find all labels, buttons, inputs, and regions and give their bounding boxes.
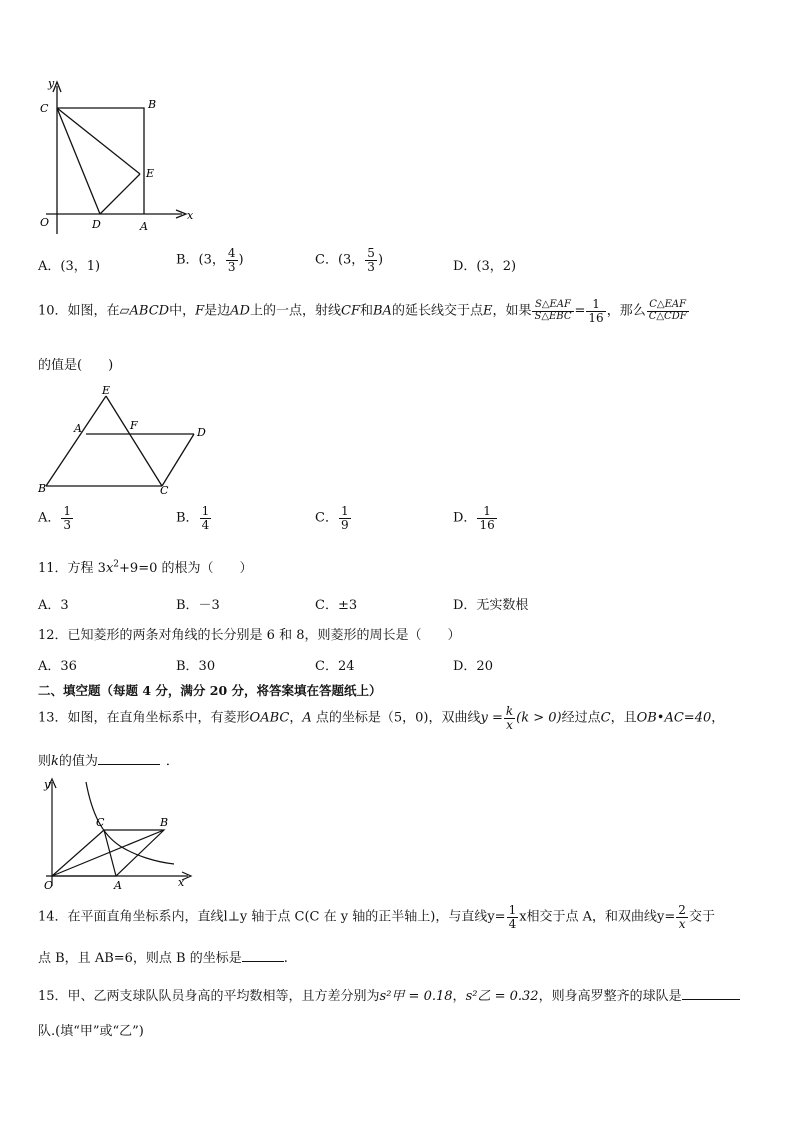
frac-num: S△EAF [532, 300, 573, 312]
q12-option-c[interactable]: C．24 [315, 659, 355, 674]
q11-text: +9=0 的根为（ ） [119, 561, 253, 576]
q13-label-b: B [160, 816, 169, 829]
q11-option-b[interactable]: B．－3 [176, 598, 220, 613]
q12-option-b[interactable]: B．30 [176, 659, 216, 674]
q13-label-y: y [44, 778, 51, 791]
q10-abcd: ABCD [129, 303, 170, 319]
section-title: 二、填空题（每题 4 分，满分 20 分，将答案填在答题纸上） [38, 683, 382, 698]
q9-label-y: y [48, 77, 55, 90]
q13-label-x: x [178, 876, 185, 889]
q13-condition: (k > 0) [516, 710, 562, 726]
q13-var: OABC [249, 710, 290, 726]
q10-eq: = [574, 303, 586, 319]
q10-var: AD [230, 303, 250, 319]
q9-option-b-text: B．(3， [176, 252, 225, 268]
frac-num: k [505, 704, 514, 718]
q10-var: E [482, 303, 493, 319]
q10-option-a[interactable] [38, 505, 74, 531]
q13-text: 的值为 [58, 754, 98, 769]
q9-label-d: D [92, 218, 101, 231]
q10-stem-line2: 的值是( ) [38, 358, 114, 373]
q10-stem [38, 298, 690, 324]
q12-option-a[interactable]: A．36 [38, 659, 77, 674]
frac-num: 1 [586, 298, 605, 312]
q10-text: 中， [169, 303, 196, 319]
q9-figure [30, 74, 205, 244]
q10-var: BA [372, 303, 392, 319]
q9-option-a[interactable] [38, 255, 100, 274]
answer-blank[interactable] [682, 999, 740, 1000]
q9-option-b-fraction [226, 247, 238, 273]
option-fraction [477, 505, 496, 531]
frac-den: 4 [201, 517, 210, 532]
q12-stem: 12．已知菱形的两条对角线的长分别是 6 和 8，则菱形的周长是（ ） [38, 628, 461, 643]
q10-text: 和 [359, 303, 373, 319]
option-fraction [339, 505, 351, 531]
q10-ratio-value [586, 298, 605, 324]
q10-area-ratio [532, 300, 573, 322]
q9-label-x: x [187, 209, 194, 222]
q11-option-d[interactable]: D．无实数根 [453, 598, 529, 613]
q13-product: OB•AC=40 [636, 710, 712, 726]
frac-num: 1 [477, 505, 496, 519]
q10-text: 是边 [204, 303, 231, 319]
q13-text: 点的坐标是（5，0)，双曲线 [311, 710, 481, 726]
q12-option-d[interactable]: D．20 [453, 659, 493, 674]
q15-variance-b: s²乙 = 0.32 [465, 989, 539, 1004]
q13-var: y = [480, 710, 503, 726]
answer-blank[interactable] [98, 764, 160, 765]
answer-blank[interactable] [242, 961, 284, 962]
q15-stem [38, 985, 740, 1004]
q10-label-d: D [197, 426, 206, 439]
q15-text: ，则身高罗整齐的球队是 [538, 989, 682, 1004]
q14-fraction-2 [676, 904, 688, 930]
q13-text: 13．如图，在直角坐标系中，有菱形 [38, 710, 250, 726]
option-prefix: B． [176, 510, 199, 526]
q10-text: 10．如图，在▱ [38, 303, 130, 319]
frac-num: 1 [508, 903, 517, 917]
frac-num: 1 [340, 504, 349, 518]
q10-text: ，那么 [606, 303, 646, 319]
q13-label-o: O [44, 879, 54, 892]
q11-stem [38, 557, 253, 576]
frac-den: x [506, 717, 513, 732]
q10-option-d[interactable] [453, 505, 498, 531]
q13-label-a: A [114, 879, 122, 892]
q9-label-c: C [40, 102, 49, 115]
q10-option-c[interactable] [315, 505, 352, 531]
q13-label-c: C [96, 816, 105, 829]
frac-num: 5 [367, 246, 375, 260]
q13-text: ． [165, 754, 179, 769]
q15-stem-line2: 队.(填“甲”或“乙”) [38, 1024, 144, 1039]
q13-stem-line2 [38, 750, 179, 769]
q10-perimeter-ratio [647, 300, 689, 322]
q13-text: ， [711, 710, 725, 726]
q14-text: 14．在平面直角坐标系内，直线l⊥y 轴于点 C(C 在 y 轴的正半轴上)，与直线y= [38, 909, 506, 925]
frac-den: 16 [479, 517, 495, 532]
q11-text: 11．方程 3 [38, 561, 106, 576]
q9-label-b: B [148, 98, 157, 111]
q13-var: A [302, 710, 312, 726]
frac-num: 1 [201, 504, 210, 518]
q10-text: 的延长线交于点 [391, 303, 483, 319]
q9-option-c-text: C．(3， [315, 252, 365, 268]
q14-text: x相交于点 A，和双曲线y= [519, 909, 676, 925]
frac-den: 3 [367, 259, 375, 274]
q15-text: 15．甲、乙两支球队队员身高的平均数相等，且方差分别为 [38, 989, 380, 1004]
q11-var: x [105, 561, 114, 576]
q14-fraction-1 [507, 904, 519, 930]
q14-text: 交于 [688, 909, 715, 925]
q15-text: ， [452, 989, 466, 1004]
frac-den: 16 [588, 310, 604, 325]
frac-num: 4 [227, 246, 236, 260]
q9-option-b[interactable] [176, 247, 244, 273]
frac-num: 1 [63, 504, 72, 518]
q10-var: CF [341, 303, 360, 319]
q10-label-c: C [160, 484, 169, 496]
q9-option-d[interactable] [453, 255, 516, 274]
q13-text: 经过点 [561, 710, 601, 726]
q9-option-c-tail: ) [377, 252, 384, 268]
q9-option-c[interactable] [315, 247, 383, 273]
q13-text: 则 [38, 754, 52, 769]
q15-variance-a: s²甲 = 0.18 [379, 989, 453, 1004]
frac-den: x [678, 916, 686, 931]
frac-den: 3 [63, 517, 72, 532]
q14-stem-line2 [38, 947, 288, 966]
q9-option-b-tail: ) [238, 252, 244, 268]
q9-option-d-text: D．(3，2) [453, 259, 517, 274]
q10-text: 上的一点，射线 [249, 303, 341, 319]
q13-stem [38, 705, 724, 731]
frac-den: S△EBC [534, 310, 572, 322]
q10-option-b[interactable] [176, 505, 212, 531]
q10-text: ，如果 [492, 303, 532, 319]
q10-label-b: B [38, 482, 47, 495]
q9-option-a-text: A．(3，1) [38, 259, 101, 274]
q10-label-e: E [102, 384, 111, 397]
q9-label-o: O [40, 216, 50, 229]
q13-k-over-x [504, 705, 515, 731]
q10-label-a: A [74, 422, 82, 435]
frac-num: C△EAF [647, 300, 689, 312]
q14-text: . [283, 951, 288, 966]
q13-var: k [51, 754, 59, 769]
frac-den: 4 [508, 916, 517, 931]
q9-label-a: A [140, 220, 148, 233]
q11-option-c[interactable]: C．±3 [315, 598, 358, 613]
option-prefix: D． [453, 510, 477, 526]
q10-label-f: F [130, 419, 138, 432]
option-fraction [200, 505, 212, 531]
frac-num: 2 [678, 903, 686, 917]
q10-figure [32, 384, 222, 496]
q9-option-c-fraction [365, 247, 377, 273]
q14-stem [38, 904, 715, 930]
q13-text: ， [289, 710, 303, 726]
q11-exponent: 2 [113, 559, 120, 570]
q13-text: ，且 [610, 710, 637, 726]
option-fraction [61, 505, 73, 531]
q13-var: C [600, 710, 611, 726]
frac-den: 9 [340, 517, 349, 532]
frac-den: C△CDF [648, 310, 687, 322]
q13-figure [36, 774, 201, 892]
option-prefix: C． [315, 510, 338, 526]
frac-den: 3 [227, 259, 236, 274]
q14-text: 点 B，且 AB=6，则点 B 的坐标是 [38, 951, 242, 966]
option-prefix: A． [38, 510, 61, 526]
q9-label-e: E [146, 167, 155, 180]
q11-option-a[interactable]: A．3 [38, 598, 69, 613]
q10-var: F [195, 303, 205, 319]
